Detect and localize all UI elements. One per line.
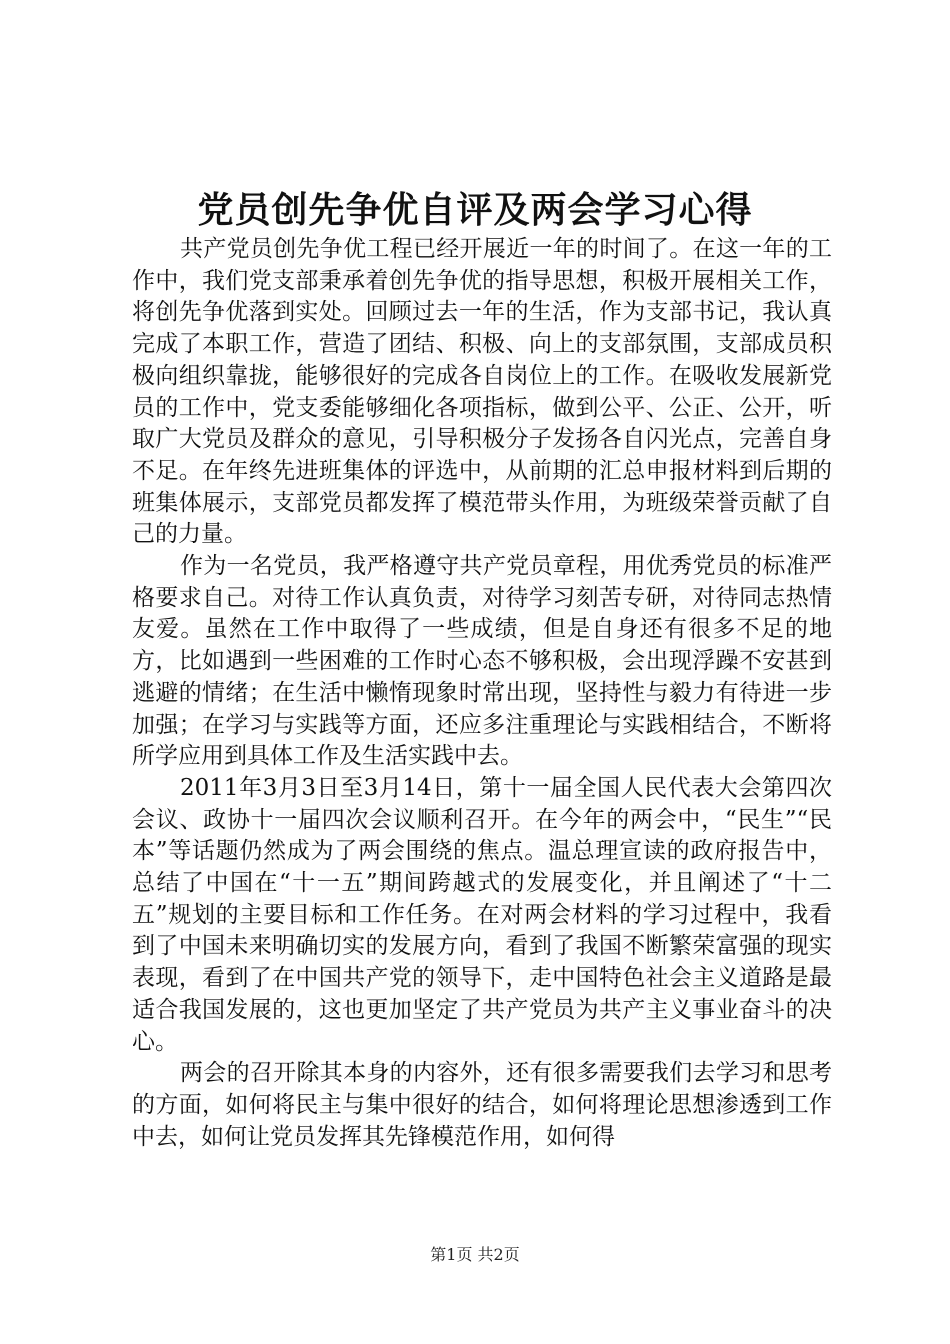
paragraph-2: 作为一名党员，我严格遵守共产党员章程，用优秀党员的标准严格要求自己。对待工作认真负责，对待学习刻苦专研，对待同志热情友爱。虽然在工作中取得了一些成绩，但是自身还有很多不足的地方，比如遇到一些困难的工作时心态不够积极，会出现浮躁不安甚到逃避的情绪；在生活中懒惰现象时常出现，坚持性与毅力有待进一步加强；在学习与实践等方面，还应多注重理论与实践相结合，不断将所学应用到具体工作及生活实践中去。 — [132, 553, 832, 770]
document-body — [132, 234, 832, 1153]
page-footer: 第1页 共2页 — [430, 1245, 520, 1264]
document-title: 党员创先争优自评及两会学习心得 — [197, 189, 753, 231]
paragraph-3: 2011年3月3日至3月14日，第十一届全国人民代表大会第四次会议、政协十一届四次会议顺利召开。在今年的两会中，“民生”“民本”等话题仍然成为了两会围绕的焦点。温总理宣读的政府报告中，总结了中国在“十一五”期间跨越式的发展变化，并且阐述了“十二五”规划的主要目标和工作任务。在对两会材料的学习过程中，我看到了中国未来明确切实的发展方向，看到了我国不断繁荣富强的现实表现，看到了在中国共产党的领导下，走中国特色社会主义道路是最适合我国发展的，这也更加坚定了共产党员为共产主义事业奋斗的决心。 — [132, 774, 832, 1055]
paragraph-1: 共产党员创先争优工程已经开展近一年的时间了。在这一年的工作中，我们党支部秉承着创先争优的指导思想，积极开展相关工作，将创先争优落到实处。回顾过去一年的生活，作为支部书记，我认真完成了本职工作，营造了团结、积极、向上的支部氛围，支部成员积极向组织靠拢，能够很好的完成各自岗位上的工作。在吸收发展新党员的工作中，党支委能够细化各项指标，做到公平、公正、公开，听取广大党员及群众的意见，引导积极分子发扬各自闪光点，完善自身不足。在年终先进班集体的评选中，从前期的汇总申报材料到后期的班集体展示，支部党员都发挥了模范带头作用，为班级荣誉贡献了自己的力量。 — [132, 236, 832, 548]
paragraph-4: 两会的召开除其本身的内容外，还有很多需要我们去学习和思考的方面，如何将民主与集中很好的结合，如何将理论思想渗透到工作中去，如何让党员发挥其先锋模范作用，如何得 — [132, 1060, 832, 1150]
